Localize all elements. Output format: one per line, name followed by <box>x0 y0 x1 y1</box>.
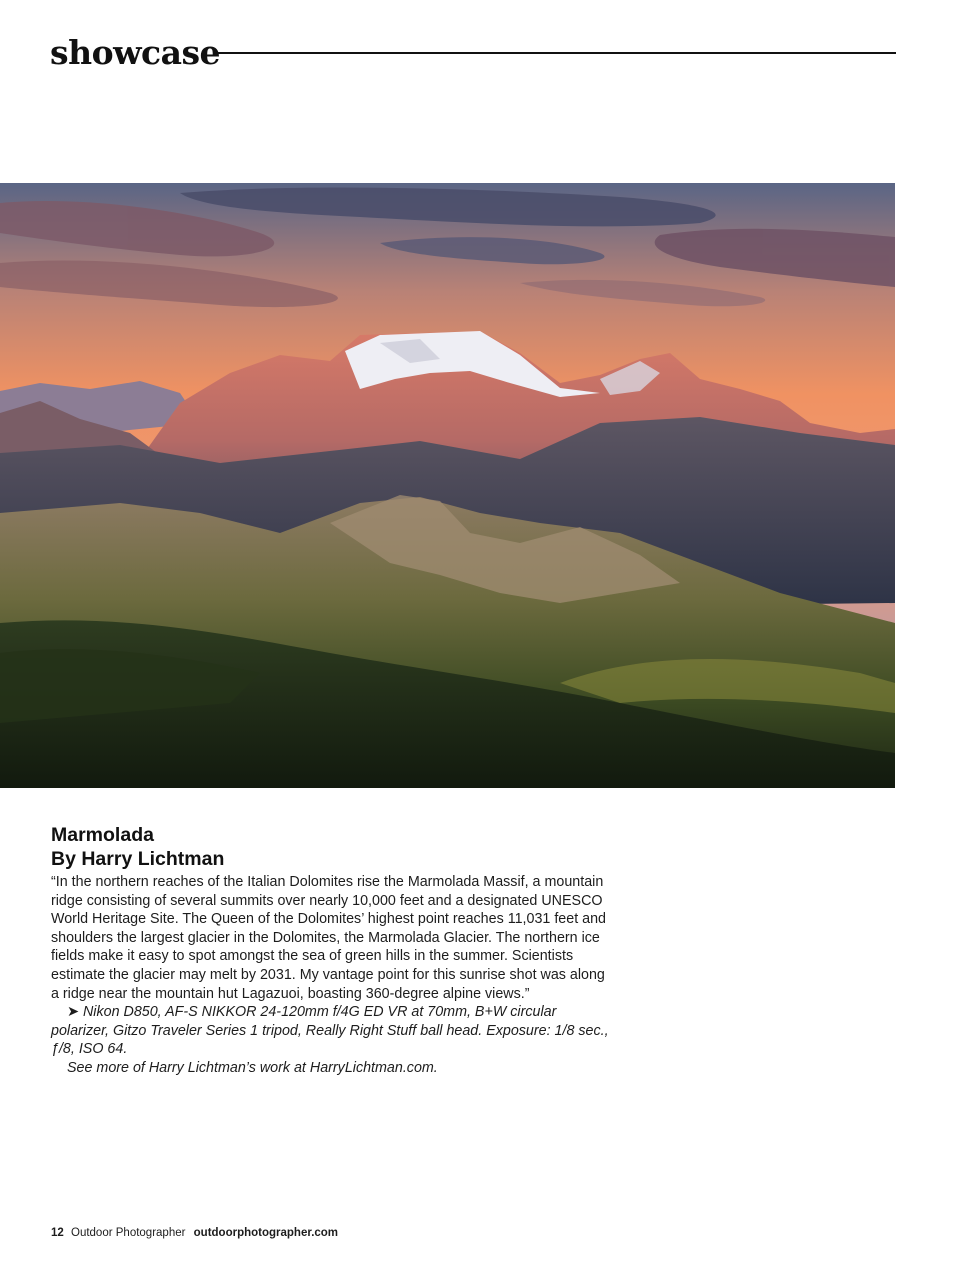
article-byline: By Harry Lichtman <box>51 848 225 870</box>
page-footer <box>51 1227 338 1239</box>
magazine-name: Outdoor Photographer <box>71 1227 186 1239</box>
gear-text: Nikon D850, AF-S NIKKOR 24-120mm f/4G ED VR at 70mm, B+W circular polarizer, Gitzo Traveler Series 1 tripod, Really Right Stuff ball head. Exposure: 1/8 sec., ƒ/8, ISO 64. <box>51 1004 609 1058</box>
article-title: Marmolada <box>51 824 154 846</box>
section-title: showcase <box>50 33 221 72</box>
header-rule <box>214 52 896 54</box>
page-number: 12 <box>51 1227 64 1239</box>
section-header <box>50 30 896 76</box>
see-more: See more of Harry Lichtman’s work at HarryLichtman.com. <box>67 1059 438 1076</box>
arrow-icon: ➤ <box>67 1004 79 1021</box>
landscape-illustration <box>0 183 895 788</box>
marmolada-photo <box>0 183 895 788</box>
website-url: outdoorphotographer.com <box>193 1227 339 1239</box>
article-body: “In the northern reaches of the Italian Dolomites rise the Marmolada Massif, a mountain ridge consisting of several summits over nearly 10,000 feet and a designated UNESCO World Heritage Site. The Queen of the Dolomites’ highest point reaches 11,031 feet and shoulders the largest glacier in the Dolomites, the Marmolada Glacier. The northern ice fields make it easy to spot amongst the sea of green hills in the summer. Scientists estimate the glacier may melt by 2031. My vantage point for this sunrise shot was along a ridge near the mountain hut Lagazuoi, boasting 360-degree alpine views.” <box>51 874 607 1002</box>
article <box>51 823 616 1078</box>
gear-credit <box>51 1003 616 1059</box>
